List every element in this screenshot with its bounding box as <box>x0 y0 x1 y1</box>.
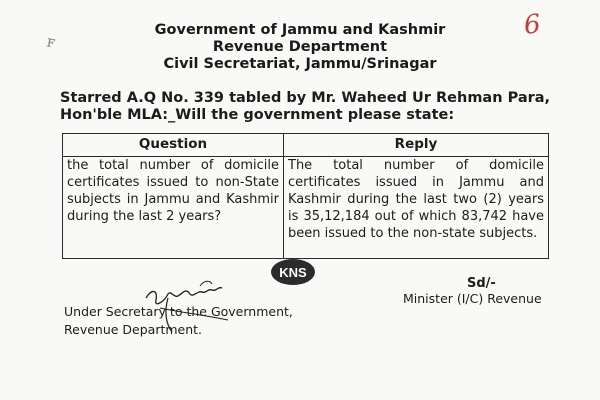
kns-logo-text: KNS <box>279 265 307 280</box>
table-header-row <box>63 134 549 157</box>
margin-pencil-mark: ꜰ <box>45 31 57 52</box>
question-title <box>60 90 560 124</box>
kns-logo <box>269 258 317 286</box>
secretary-line1: Under Secretary to the Government, <box>64 304 293 319</box>
header-secretariat: Civil Secretariat, Jammu/Srinagar <box>163 56 437 72</box>
column-header-question: Question <box>63 134 284 157</box>
sd-mark: Sd/- <box>467 276 496 291</box>
header-department: Revenue Department <box>212 39 388 55</box>
column-header-reply: Reply <box>284 134 549 157</box>
minister-designation: Minister (I/C) Revenue <box>403 291 542 306</box>
question-cell: the total number of domicile certificates issued to non-State subjects in Jammu and Kashmir during the last 2 years? <box>63 157 284 259</box>
question-title-line2: Hon'ble MLA:_Will the government please state: <box>60 107 455 123</box>
page-number: 6 <box>522 9 543 41</box>
table-row <box>63 157 549 259</box>
secretary-line2: Revenue Department. <box>64 322 203 337</box>
header-government: Government of Jammu and Kashmir <box>154 22 446 38</box>
question-title-line1: Starred A.Q No. 339 tabled by Mr. Waheed Ur Rehman Para, <box>60 90 551 106</box>
reply-cell: The total number of domicile certificates issued in Jammu and Kashmir during the last two (2) years is 35,12,184 out of which 83,742 have been issued to the non-state subjects. <box>284 157 549 259</box>
handwritten-signature <box>138 268 248 338</box>
letterhead <box>0 22 600 73</box>
question-reply-table <box>62 133 549 259</box>
